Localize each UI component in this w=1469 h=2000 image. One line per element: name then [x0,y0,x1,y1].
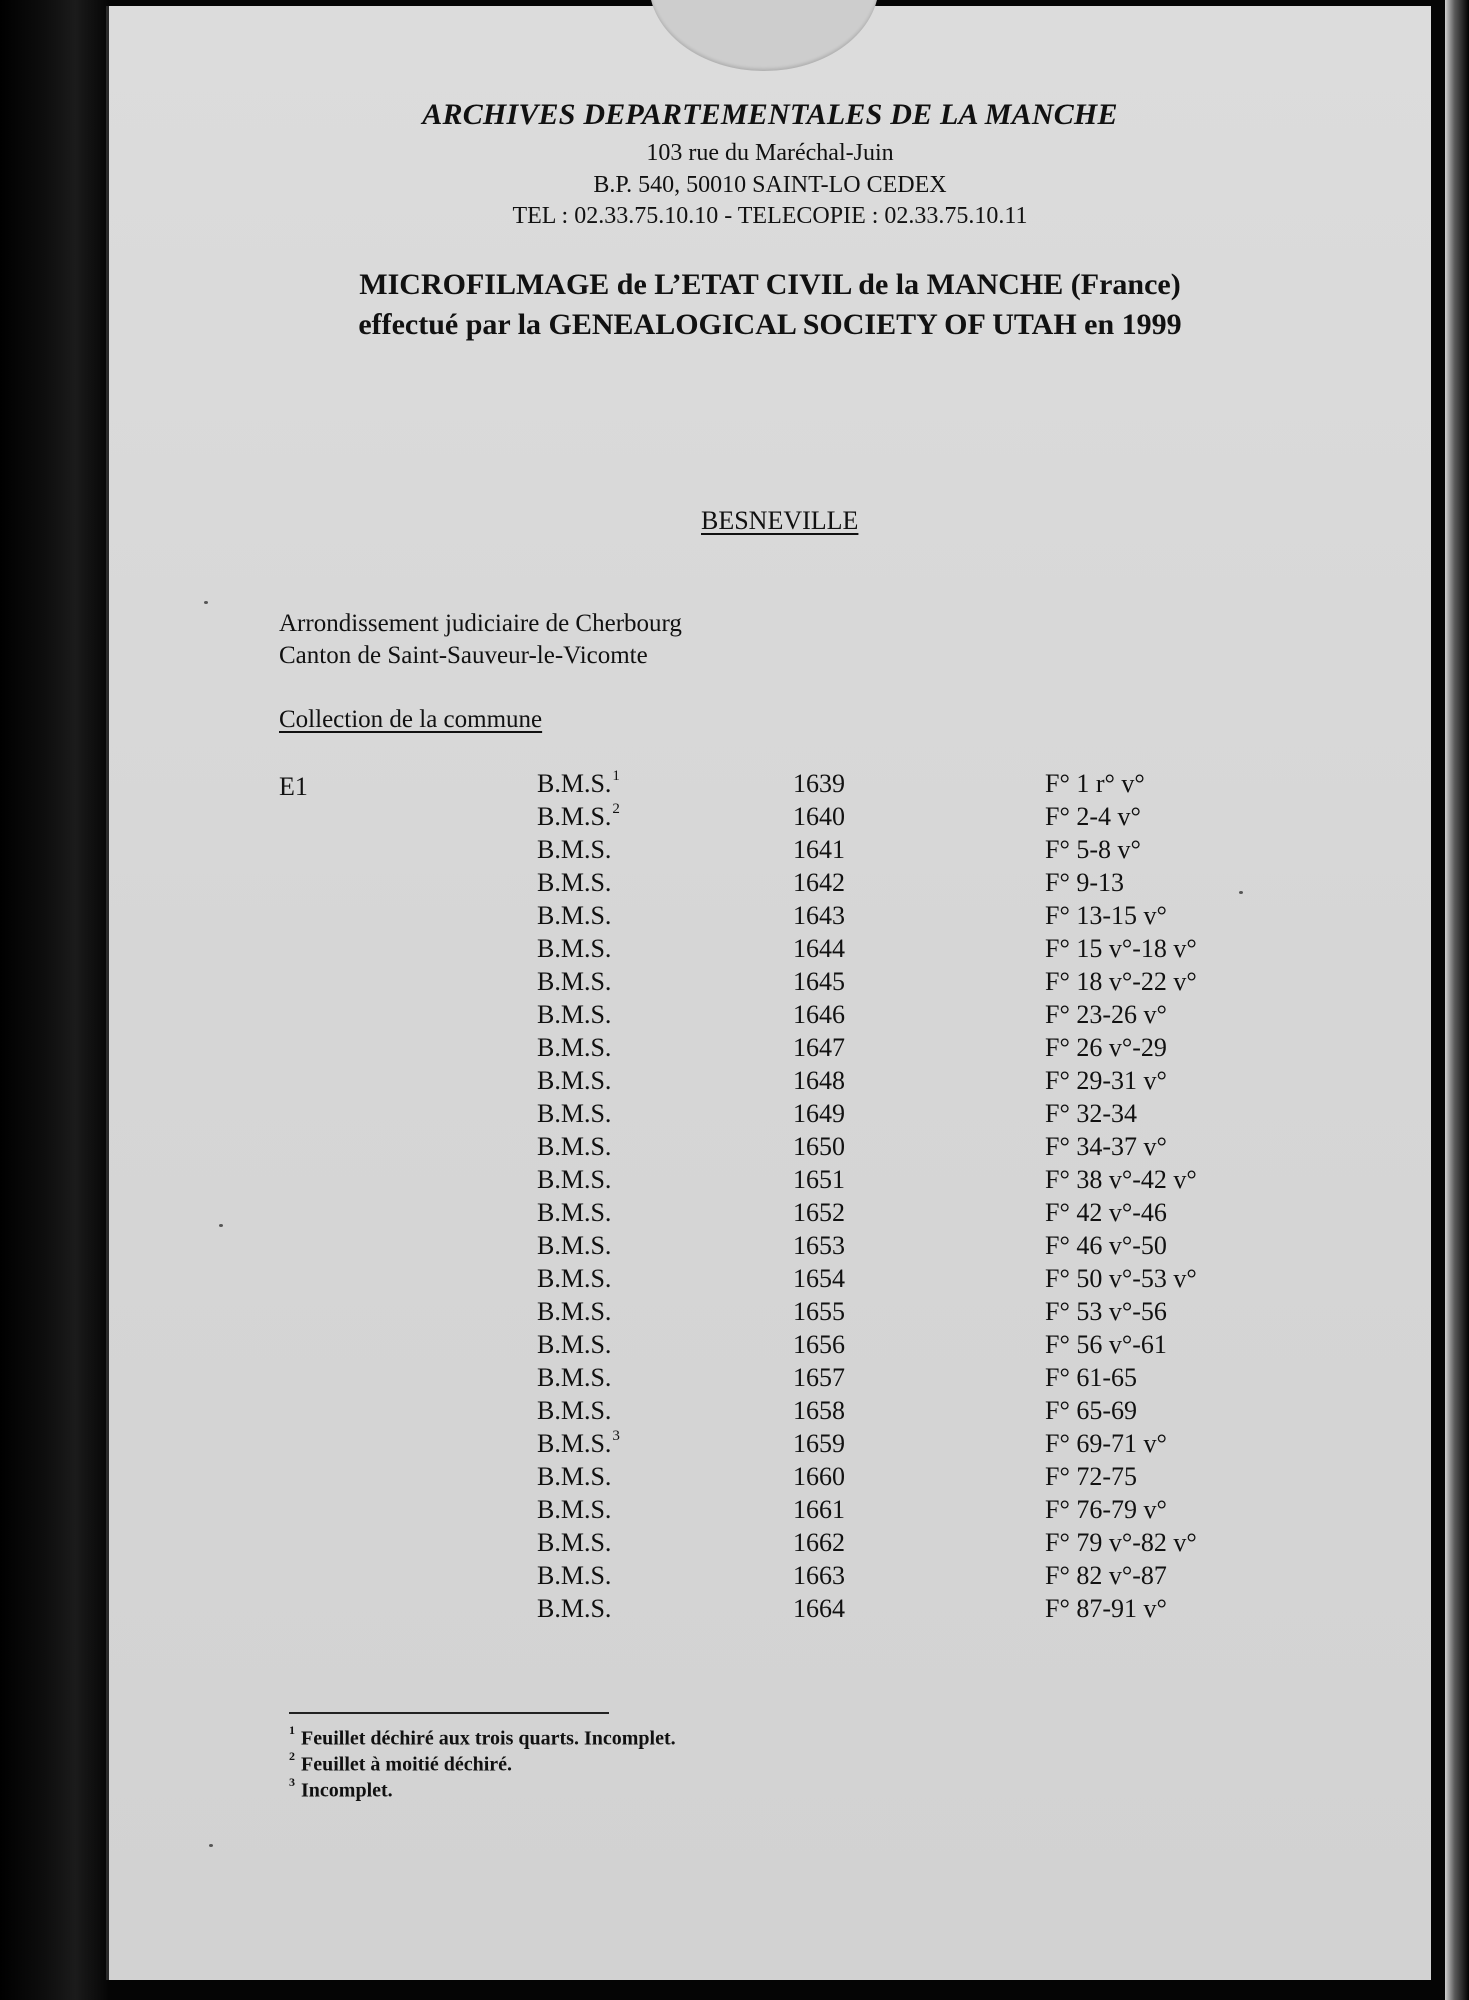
footnote [289,1749,676,1778]
register-year: 1651 [793,1165,845,1194]
register-type-text: B.M.S. [537,1231,612,1260]
register-folio: F° 53 v°-56 [1045,1297,1167,1326]
institution-title: ARCHIVES DEPARTEMENTALES DE LA MANCHE [422,98,1118,131]
register-type [537,802,620,832]
register-row [109,1594,1431,1627]
footnote-ref: 3 [612,1428,620,1445]
register-type [537,1000,611,1030]
footnotes [289,1723,676,1804]
register-year: 1652 [793,1198,845,1227]
register-row [109,1000,1431,1033]
register-row [109,1033,1431,1066]
register-type-text: B.M.S. [537,1264,612,1293]
register-row [109,1231,1431,1264]
register-type-text: B.M.S. [537,1561,612,1590]
register-row [109,1528,1431,1561]
register-type-text: B.M.S. [537,1528,612,1557]
register-type-text: B.M.S. [537,1495,612,1524]
register-folio: F° 38 v°-42 v° [1045,1165,1197,1194]
register-type [537,1165,611,1195]
register-row [109,769,1431,802]
register-type-text: B.M.S. [537,967,612,996]
register-type [537,1099,611,1129]
microfilm-title-line-1: MICROFILMAGE de L’ETAT CIVIL de la MANCHE (France) [359,268,1181,301]
register-year: 1658 [793,1396,845,1425]
register-year: 1653 [793,1231,845,1260]
register-year: 1657 [793,1363,845,1392]
register-type [537,1594,611,1624]
microfilm-title-line-2: effectué par la GENEALOGICAL SOCIETY OF UTAH en 1999 [358,308,1182,341]
register-folio: F° 15 v°-18 v° [1045,934,1197,963]
scan-speck [219,1224,223,1227]
register-folio: F° 72-75 [1045,1462,1138,1491]
register-type [537,901,611,931]
register-type [537,868,611,898]
arrondissement-line: Arrondissement judiciaire de Cherbourg [279,610,682,637]
register-year: 1655 [793,1297,845,1326]
register-year: 1645 [793,967,845,996]
register-year: 1647 [793,1033,845,1062]
footnote-mark: 3 [289,1775,295,1789]
register-type [537,1528,611,1558]
register-type [537,1033,611,1063]
register-folio: F° 65-69 [1045,1396,1138,1425]
film-edge-right [1445,0,1469,2000]
register-year: 1659 [793,1429,845,1458]
register-type [537,1066,611,1096]
register-folio: F° 69-71 v° [1045,1429,1167,1458]
register-type-text: B.M.S. [537,1330,612,1359]
register-type-text: B.M.S. [537,802,612,831]
register-type [537,1132,611,1162]
register-year: 1640 [793,802,845,831]
register-folio: F° 61-65 [1045,1363,1138,1392]
register-row [109,1462,1431,1495]
register-type-text: B.M.S. [537,1066,612,1095]
register-row [109,1330,1431,1363]
register-folio: F° 34-37 v° [1045,1132,1167,1161]
register-folio: F° 46 v°-50 [1045,1231,1167,1260]
register-type-text: B.M.S. [537,934,612,963]
footnote-text: Incomplet. [301,1779,393,1802]
footnote-mark: 2 [289,1749,295,1763]
register-row [109,901,1431,934]
register-type [537,769,620,799]
register-folio: F° 29-31 v° [1045,1066,1167,1095]
register-type-text: B.M.S. [537,769,612,798]
register-folio: F° 82 v°-87 [1045,1561,1167,1590]
register-year: 1648 [793,1066,845,1095]
register-row [109,1396,1431,1429]
register-folio: F° 32-34 [1045,1099,1138,1128]
register-type [537,934,611,964]
register-folio: F° 18 v°-22 v° [1045,967,1197,996]
cote-label: E1 [279,772,308,801]
register-row [109,1132,1431,1165]
film-edge-left [0,0,108,2000]
register-folio: F° 76-79 v° [1045,1495,1167,1524]
register-folio: F° 56 v°-61 [1045,1330,1167,1359]
register-type [537,1429,620,1459]
register-year: 1660 [793,1462,845,1491]
register-row [109,1099,1431,1132]
register-type [537,1198,611,1228]
scan-speck [204,601,208,604]
register-row [109,1429,1431,1462]
register-type-text: B.M.S. [537,1396,612,1425]
register-type [537,1561,611,1591]
register-type [537,835,611,865]
register-folio: F° 2-4 v° [1045,802,1141,831]
register-type-text: B.M.S. [537,1462,612,1491]
register-list [109,769,1431,1627]
register-type-text: B.M.S. [537,1198,612,1227]
register-year: 1646 [793,1000,845,1029]
register-row [109,1297,1431,1330]
address-line-1: 103 rue du Maréchal-Juin [646,140,894,166]
register-row [109,967,1431,1000]
address-line-2: B.P. 540, 50010 SAINT-LO CEDEX [593,172,947,198]
register-year: 1654 [793,1264,845,1293]
register-year: 1642 [793,868,845,897]
register-type [537,1297,611,1327]
document-sheet [106,6,1431,1980]
register-type [537,967,611,997]
register-row [109,934,1431,967]
register-year: 1664 [793,1594,845,1623]
register-type [537,1330,611,1360]
register-row [109,835,1431,868]
register-folio: F° 1 r° v° [1045,769,1145,798]
commune-name: BESNEVILLE [701,506,859,535]
register-folio: F° 23-26 v° [1045,1000,1167,1029]
register-type [537,1495,611,1525]
register-row [109,1561,1431,1594]
register-type [537,1462,611,1492]
register-row [109,1165,1431,1198]
register-type-text: B.M.S. [537,868,612,897]
register-year: 1643 [793,901,845,930]
register-type [537,1396,611,1426]
register-type-text: B.M.S. [537,1363,612,1392]
register-year: 1662 [793,1528,845,1557]
register-year: 1649 [793,1099,845,1128]
scan-speck [1239,891,1243,894]
register-folio: F° 87-91 v° [1045,1594,1167,1623]
register-type [537,1363,611,1393]
register-folio: F° 9-13 [1045,868,1125,897]
footnote [289,1775,676,1804]
footnote-rule [289,1712,609,1714]
register-type-text: B.M.S. [537,1099,612,1128]
register-row [109,1066,1431,1099]
register-type [537,1231,611,1261]
register-type-text: B.M.S. [537,1594,612,1623]
register-row [109,1264,1431,1297]
collection-heading: Collection de la commune [279,706,543,733]
footnote [289,1723,676,1752]
register-year: 1650 [793,1132,845,1161]
register-folio: F° 79 v°-82 v° [1045,1528,1197,1557]
register-row [109,1495,1431,1528]
register-folio: F° 13-15 v° [1045,901,1167,930]
register-type-text: B.M.S. [537,1033,612,1062]
register-year: 1656 [793,1330,845,1359]
canton-line: Canton de Saint-Sauveur-le-Vicomte [279,642,648,669]
register-year: 1639 [793,769,845,798]
footnote-ref: 2 [612,801,620,818]
contact-line: TEL : 02.33.75.10.10 - TELECOPIE : 02.33.75.10.11 [512,203,1028,229]
register-year: 1641 [793,835,845,864]
register-row [109,1198,1431,1231]
register-row [109,802,1431,835]
footnote-mark: 1 [289,1723,295,1737]
footnote-text: Feuillet à moitié déchiré. [301,1753,513,1776]
register-folio: F° 42 v°-46 [1045,1198,1167,1227]
register-type-text: B.M.S. [537,1165,612,1194]
register-row [109,868,1431,901]
register-type-text: B.M.S. [537,1132,612,1161]
scan-speck [209,1844,213,1847]
register-folio: F° 26 v°-29 [1045,1033,1167,1062]
register-type-text: B.M.S. [537,1000,612,1029]
register-type [537,1264,611,1294]
sleeve-notch [649,0,879,71]
footnote-ref: 1 [612,768,620,785]
register-folio: F° 5-8 v° [1045,835,1141,864]
register-type-text: B.M.S. [537,1429,612,1458]
register-folio: F° 50 v°-53 v° [1045,1264,1197,1293]
register-type-text: B.M.S. [537,1297,612,1326]
footnote-text: Feuillet déchiré aux trois quarts. Incomplet. [301,1727,676,1750]
register-year: 1663 [793,1561,845,1590]
register-year: 1661 [793,1495,845,1524]
register-type-text: B.M.S. [537,901,612,930]
register-type-text: B.M.S. [537,835,612,864]
register-row [109,1363,1431,1396]
register-year: 1644 [793,934,845,963]
